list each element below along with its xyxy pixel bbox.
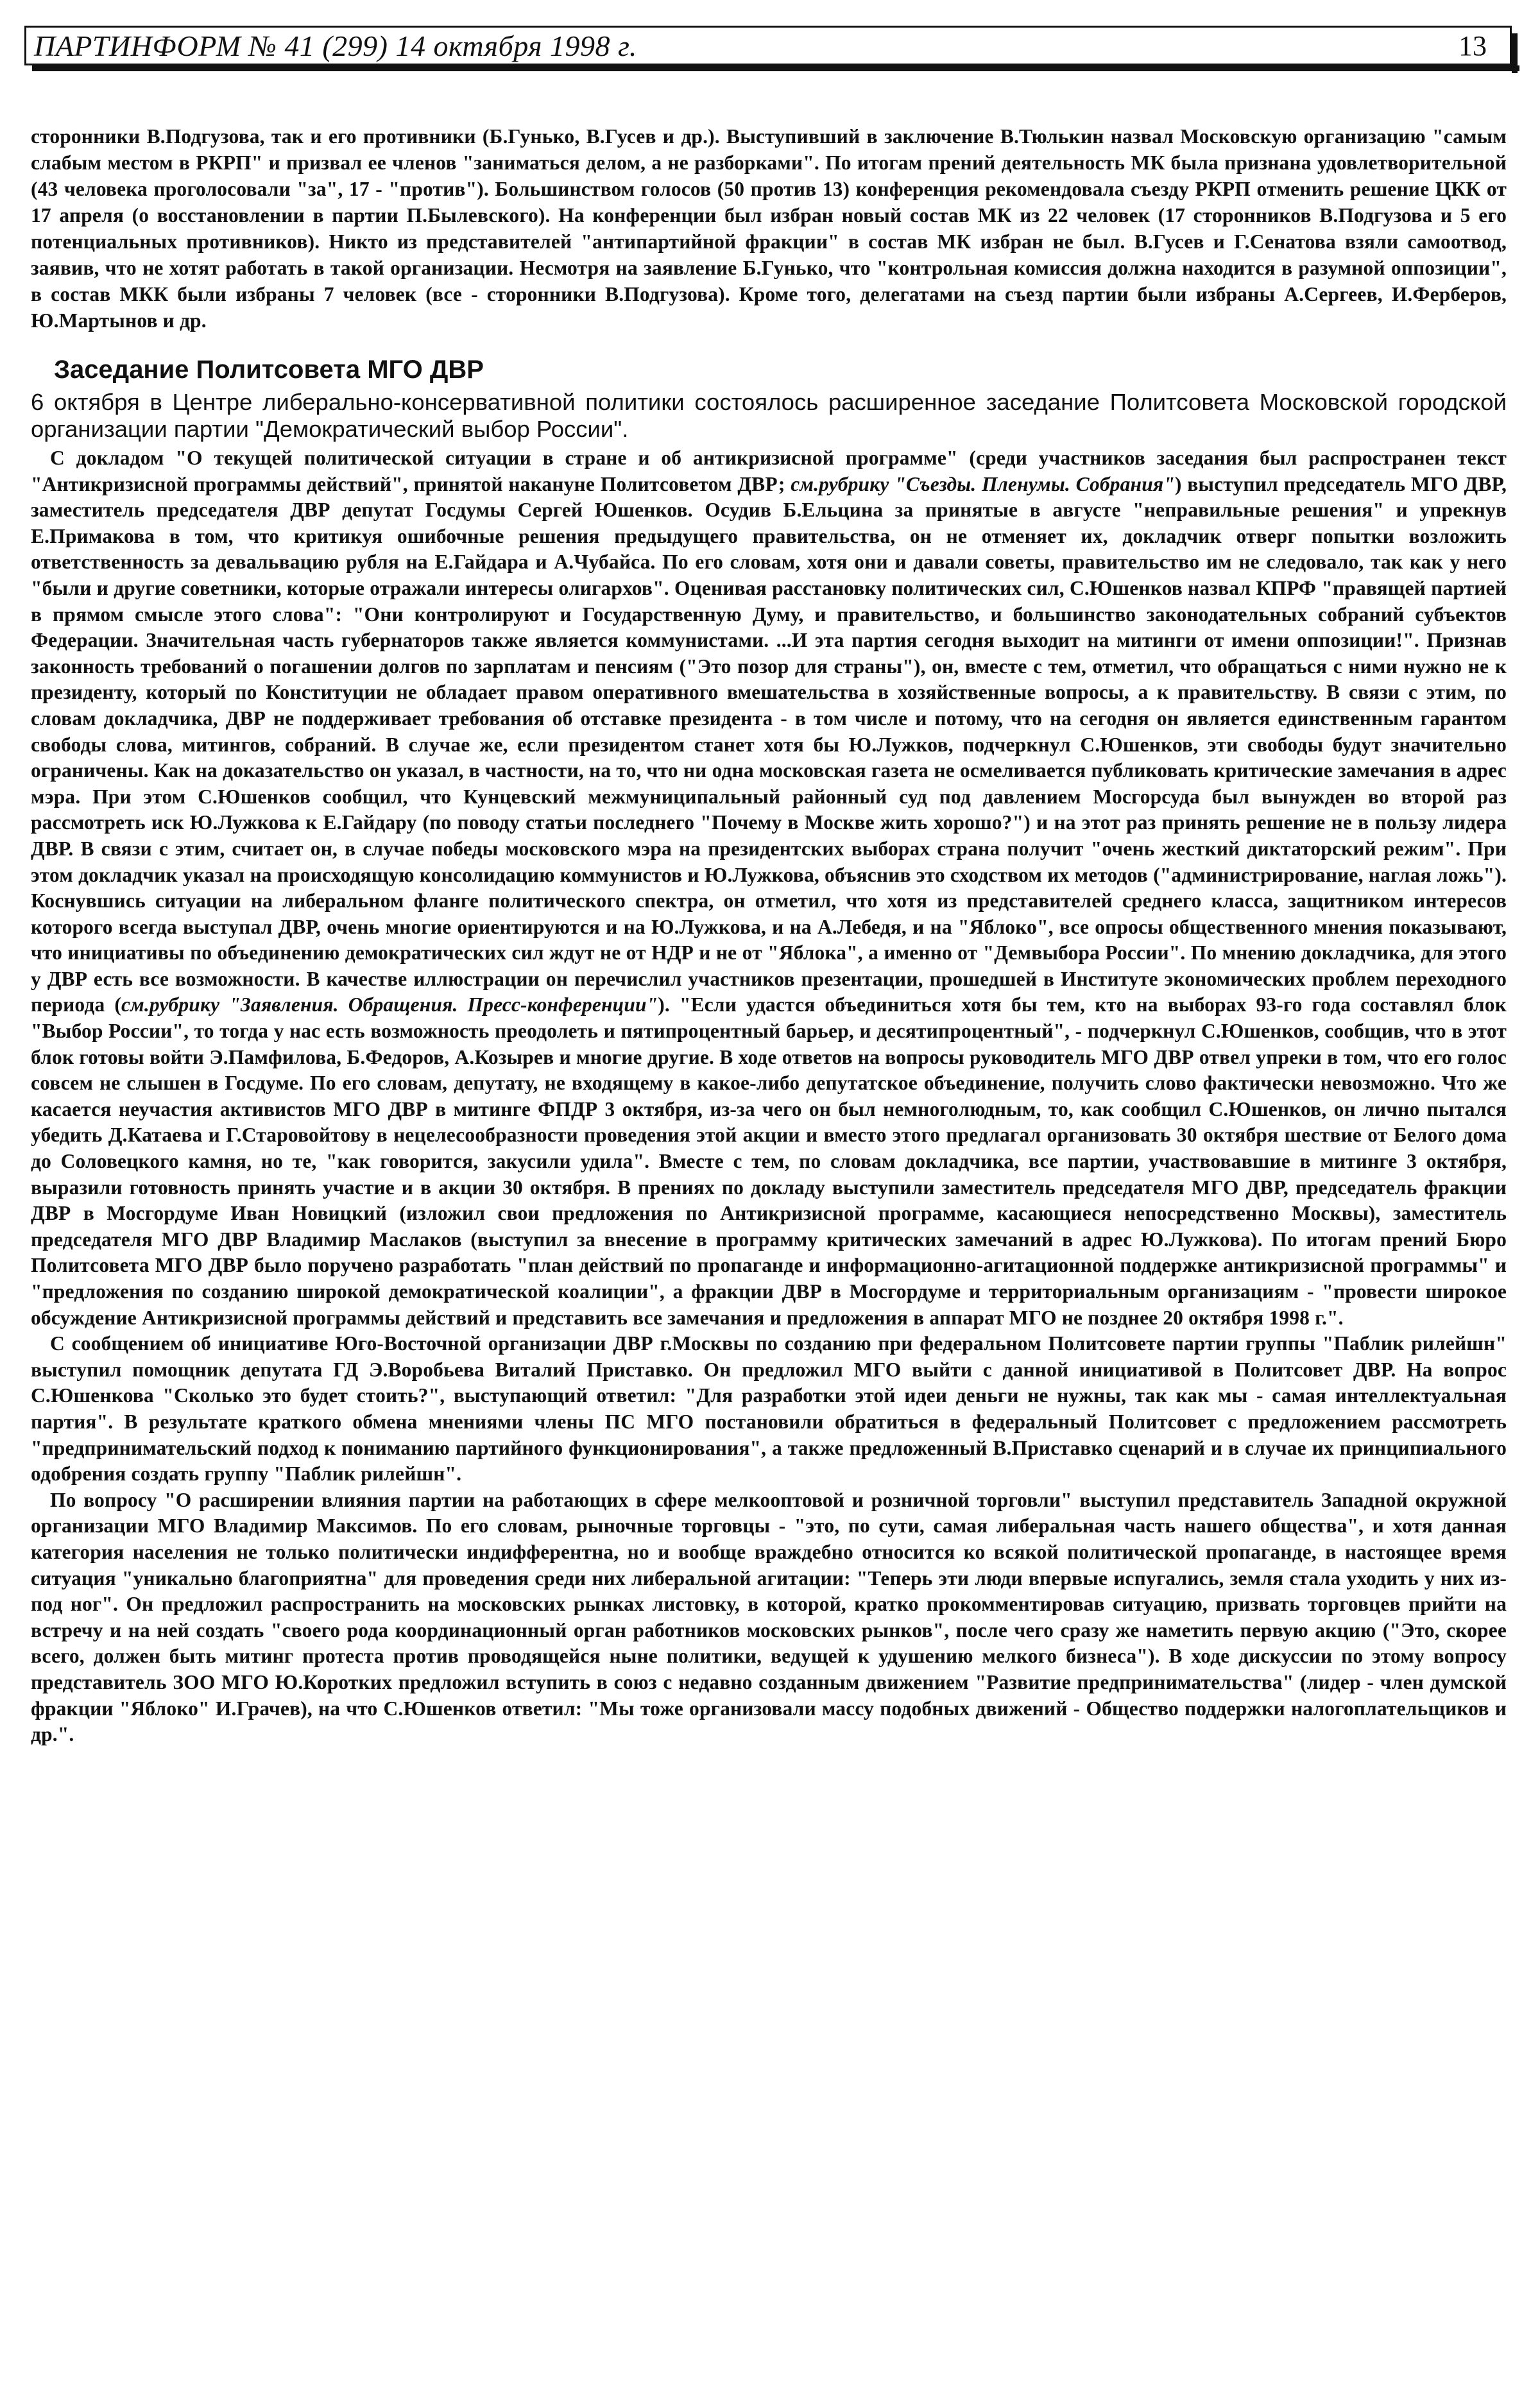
paragraph-report	[31, 445, 1507, 1331]
page-header	[24, 26, 1512, 65]
article-heading: Заседание Политсовета МГО ДВР	[54, 356, 484, 384]
paragraph-text: С докладом "О текущей политической ситуации в стране и об антикризисной программе" (среди участников заседания был распространен текст "Антикризисной программы действий", принятой накануне Политсоветом ДВР;	[31, 447, 1507, 495]
paragraph-trade-sector: По вопросу "О расширении влияния партии на работающих в сфере мелкооптовой и розничной торговли" выступил представитель Западной окружной организации МГО Владимир Максимов. По его словам, рыночные торговцы - "это, по сути, самая либеральная часть нашего общества", и хотя данная категория населения не только политически индифферентна, но и вообще враждебно относится ко всякой политической пропаганде, в настоящее время ситуация "уникально благоприятна" для проведения среди них либеральной агитации: "Теперь эти люди впервые испугались, земля стала уходить у них из-под ног". Он предложил распространить на московских рынках листовку, в которой, кратко прокомментировав ситуацию, призвать торговцев прийти на встречу и на ней создать "своего рода координационный орган работников московских рынков", после чего сразу же наметить первую акцию ("Это, скорее всего, должен быть митинг протеста против проводящейся ныне политики, ведущей к удушению мелкого бизнеса"). В ходе дискуссии по этому вопросу представитель ЗОО МГО Ю.Коротких предложил вступить в союз с недавно созданным движением "Развитие предпринимательства" (лидер - член думской фракции "Яблоко" И.Грачев), на что С.Юшенков ответил: "Мы тоже организовали массу подобных движений - Общество поддержки налогоплательщиков и др.".	[31, 1488, 1507, 1746]
article-body	[31, 123, 1507, 1748]
article-lead: 6 октября в Центре либерально-консервативной политики состоялось расширенное заседание Политсовета Московской городской организации партии "Демократический выбор России".	[31, 389, 1507, 442]
paragraph-text: ). "Если удастся объединиться хотя бы тем, кто на выборах 93-го года составлял блок "Выбор России", то тогда у нас есть возможность преодолеть и пятипроцентный барьер, и десятипроцентный", - подчеркнул С.Юшенков, сообщив, что в этот блок готовы войти Э.Памфилова, Б.Федоров, А.Козырев и многие другие. В ходе ответов на вопросы руководитель МГО ДВР отвел упреки в том, что его голос совсем не слышен в Госдуме. По его словам, депутату, не входящему в какое-либо депутатское объединение, получить слово фактически невозможно. Что же касается неучастия активистов МГО ДВР в митинге ФПДР 3 октября, из-за чего он был немноголюдным, то, как сообщил С.Юшенков, он лично пытался убедить Д.Катаева и Г.Старовойтову в нецелесообразности проведения этой акции и вместо этого предлагал организовать 30 октября шествие от Белого дома до Соловецкого камня, но те, "как говорится, закусили удила". Вместе с тем, по словам докладчика, все партии, участвовавшие в митинге 3 октября, выразили готовность принять участие и в акции 30 октября. В прениях по докладу выступили заместитель председателя МГО ДВР, председатель фракции ДВР в Мосгордуме Иван Новицкий (изложил свои предложения по Антикризисной программе, касающиеся непосредственно Москвы), заместитель председателя МГО ДВР Владимир Маслаков (выступил за внесение в программу критических замечаний в адрес Ю.Лужкова). По итогам прений Бюро Политсовета МГО ДВР было поручено разработать "план действий по пропаганде и информационно-агитационной поддержке антикризисной программы" и "предложения по созданию широкой демократической коалиции", а фракции ДВР в Мосгордуме и территориальным организациям - "провести широкое обсуждение Антикризисной программы действий и представить все замечания и предложения в аппарат МГО не позднее 20 октября 1998 г.".	[31, 993, 1507, 1329]
publication-title: ПАРТИНФОРМ № 41 (299) 14 октября 1998 г.	[34, 29, 637, 62]
paragraph-public-relations: С сообщением об инициативе Юго-Восточной организации ДВР г.Москвы по созданию при федеральном Политсовете партии группы "Паблик рилейшн" выступил помощник депутата ГД Э.Воробьева Виталий Приставко. Он предложил МГО выйти с данной инициативой в Политсовет ДВР. На вопрос С.Юшенкова "Сколько это будет стоить?", выступающий ответил: "Для разработки этой идеи деньги не нужны, так как мы - самая интеллектуальная партия". В результате краткого обмена мнениями члены ПС МГО постановили обратиться в федеральный Политсовет с предложением рассмотреть "предпринимательский подход к пониманию партийного функционирования", а также предложенный В.Приставко сценарий и в случае их принципиального одобрения создать группу "Паблик рилейшн".	[31, 1332, 1507, 1486]
continued-paragraph: сторонники В.Подгузова, так и его противники (Б.Гунько, В.Гусев и др.). Выступивший в заключение В.Тюлькин назвал Московскую организацию "самым слабым местом в РКРП" и призвал ее членов "заниматься делом, а не разборками". По итогам прений деятельность МК была признана удовлетворительной (43 человека проголосовали "за", 17 - "против"). Большинством голосов (50 против 13) конференция рекомендовала съезду РКРП отменить решение ЦКК от 17 апреля (о восстановлении в партии П.Былевского). На конференции был избран новый состав МК из 22 человек (17 сторонников В.Подгузова и 5 его потенциальных противников). Никто из представителей "антипартийной фракции" в состав МК избран не был. В.Гусев и Г.Сенатова взяли самоотвод, заявив, что не хотят работать в такой организации. Несмотря на заявление Б.Гунько, что "контрольная комиссия должна находится в разумной оппозиции", в состав МКК были избраны 7 человек (все - сторонники В.Подгузова). Кроме того, делегатами на съезд партии были избраны А.Сергеев, И.Ферберов, Ю.Мартынов и др.	[31, 125, 1507, 332]
rubric-reference: см.рубрику "Заявления. Обращения. Пресс-конференции"	[121, 993, 658, 1016]
page-number: 13	[1459, 30, 1487, 62]
rubric-reference: см.рубрику "Съезды. Пленумы. Собрания"	[791, 472, 1175, 495]
paragraph-text: ) выступил председатель МГО ДВР, заместитель председателя ДВР депутат Госдумы Сергей Юшенков. Осудив Б.Ельцина за принятые в августе "неправильные решения" и упрекнув Е.Примакова в том, что критикуя ошибочные решения предыдущего правительства, он не отменяет их, докладчик отверг попытки возложить ответственность за девальвацию рубля на Е.Гайдара и А.Чубайса. По его словам, хотя они и давали советы, правительство им не следовало, так как у него "были и другие советники, которые отражали интересы олигархов". Оценивая расстановку политических сил, С.Юшенков назвал КПРФ "правящей партией в прямом смысле этого слова": "Они контролируют и Государственную Думу, и правительство, и большинство законодательных собраний субъектов Федерации. Значительная часть губернаторов также является коммунистами. ...И эта партия сегодня выходит на митинги от имени оппозиции!". Признав законность требований о погашении долгов по зарплатам и пенсиям ("Это позор для страны"), он, вместе с тем, отметил, что обращаться с ними нужно не к президенту, который по Конституции не обладает правом оперативного вмешательства в хозяйственные вопросы, а к правительству. В связи с этим, по словам докладчика, ДВР не поддерживает требования об отставке президента - в том числе и потому, что на сегодня он является единственным гарантом свободы слова, митингов, собраний. В случае же, если президентом станет хотя бы Ю.Лужков, подчеркнул С.Юшенков, эти свободы будут значительно ограничены. Как на доказательство он указал, в частности, на то, что ни одна московская газета не осмеливается публиковать критические замечания в адрес мэра. При этом С.Юшенков сообщил, что Кунцевский межмуниципальный районный суд под давлением Мосгорсуда был вынужден во второй раз рассмотреть иск Ю.Лужкова к Е.Гайдару (по поводу статьи последнего "Почему в Москве жить хорошо?") и на этот раз принять решение не в пользу лидера ДВР. В связи с этим, считает он, в случае победы московского мэра на президентских выборах страна получит "очень жесткий диктаторский режим". При этом докладчик указал на происходящую консолидацию коммунистов и Ю.Лужкова, объяснив это сходством их методов ("администрирование, наглая ложь"). Коснувшись ситуации на либеральном фланге политического спектра, он отметил, что хотя из представителей среднего класса, защитником интересов которого всегда выступал ДВР, очень многие ориентируются и на Ю.Лужкова, и на А.Лебедя, и на "Яблоко", все опросы общественного мнения показывают, что инициативы по объединению демократических сил ждут не от НДР и не от "Яблока", а именно от "Демвыбора России". По мнению докладчика, для этого у ДВР есть все возможности. В качестве иллюстрации он перечислил участников презентации, прошедшей в Институте экономических проблем переходного периода (	[31, 472, 1507, 1016]
